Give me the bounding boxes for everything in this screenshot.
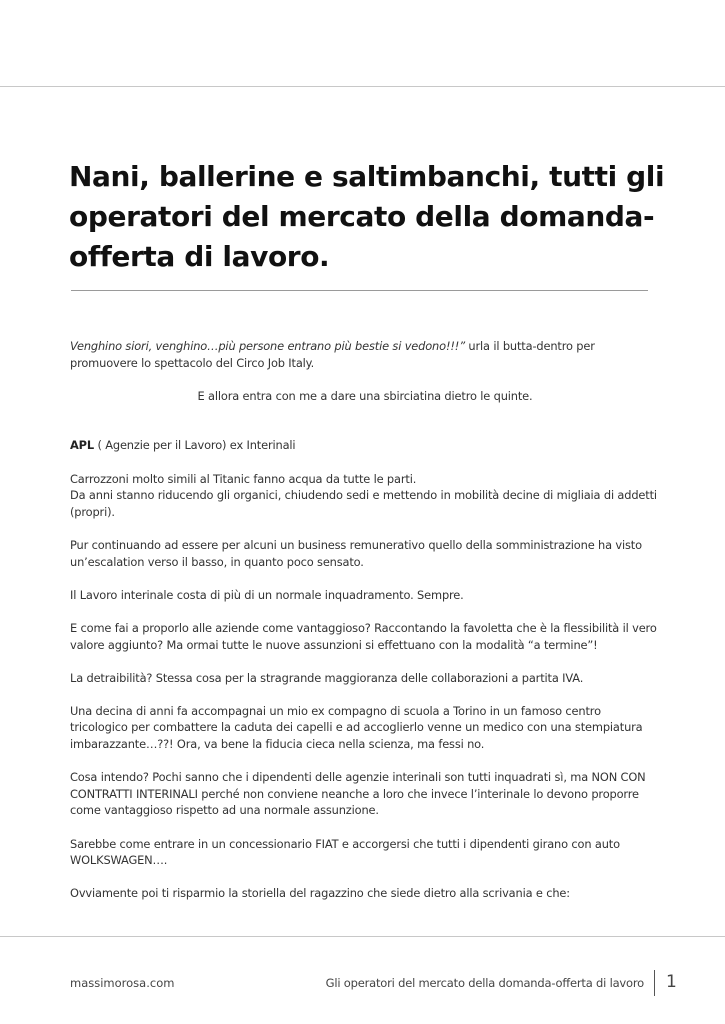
paragraph-7: Cosa intendo? Pochi sanno che i dipendenti delle agenzie interinali son tutti inquadrati sì, ma NON CON CONTRATTI INTERINALI perché non conviene neanche a loro che invece l’interinale lo devono proporre come vantaggioso rispetto ad una normale assunzione.: [70, 770, 646, 818]
apl-rest: ( Agenzie per il Lavoro) ex Interinali: [93, 438, 296, 453]
footer-vertical-divider: [654, 970, 655, 996]
apl-label: APL: [70, 438, 94, 453]
footer-doc-title: Gli operatori del mercato della domanda-offerta di lavoro: [325, 976, 644, 990]
paragraph-6: Una decina di anni fa accompagnai un mio ex compagno di scuola a Torino in un famoso centro tricologico per combattere la caduta dei capelli e ad accoglierlo venne un medico con una stempiatura imbarazzante…??! Ora, va bene la fiducia cieca nella scienza, ma fessi no.: [70, 703, 643, 752]
paragraph-4: E come fai a proporlo alle aziende come vantaggioso? Raccontando la favoletta che è la flessibilità il vero valore aggiunto? Ma ormai tutte le nuove assunzioni si effettuano con la modalità “a termine”!: [70, 620, 657, 652]
intro-paragraph: [70, 338, 660, 371]
paragraph-2: Pur continuando ad essere per alcuni un business remunerativo quello della somministrazione ha visto un’escalation verso il basso, in quanto poco sensato.: [70, 537, 642, 569]
apl-heading: [70, 437, 660, 454]
paragraph-9: Ovviamente poi ti risparmio la storiella del ragazzino che siede dietro alla scrivania e che:: [70, 886, 570, 901]
title-divider: [71, 290, 648, 291]
footer-site: massimorosa.com: [70, 976, 175, 990]
paragraph-1-line-2: Da anni stanno riducendo gli organici, chiudendo sedi e mettendo in mobilità decine di migliaia di addetti (propri).: [70, 488, 657, 519]
page-number: 1: [666, 972, 677, 992]
page-title: Nani, ballerine e saltimbanchi, tutti gli operatori del mercato della domanda-offerta di lavoro.: [69, 160, 665, 273]
paragraph-5: La detraibilità? Stessa cosa per la stragrande maggioranza delle collaborazioni a partita IVA.: [70, 670, 584, 685]
intro-rest: urla il butta-dentro per promuovere lo spettacolo del Circo Job Italy.: [70, 339, 595, 370]
paragraph-1-line-1: Carrozzoni molto simili al Titanic fanno acqua da tutte le parti.: [70, 471, 417, 486]
intro-quote: Venghino siori, venghino…più persone entrano più bestie si vedono!!!”: [70, 339, 465, 353]
paragraph-8: Sarebbe come entrare in un concessionario FIAT e accorgersi che tutti i dipendenti girano con auto WOLKSWAGEN….: [70, 836, 620, 868]
centered-line: E allora entra con me a dare una sbirciatina dietro le quinte.: [197, 388, 533, 403]
footer-divider-line: [0, 936, 725, 937]
paragraph-3: Il Lavoro interinale costa di più di un normale inquadramento. Sempre.: [70, 587, 464, 602]
paragraph-1: [70, 471, 660, 521]
article-body: [70, 338, 660, 919]
header-divider: [0, 86, 725, 87]
